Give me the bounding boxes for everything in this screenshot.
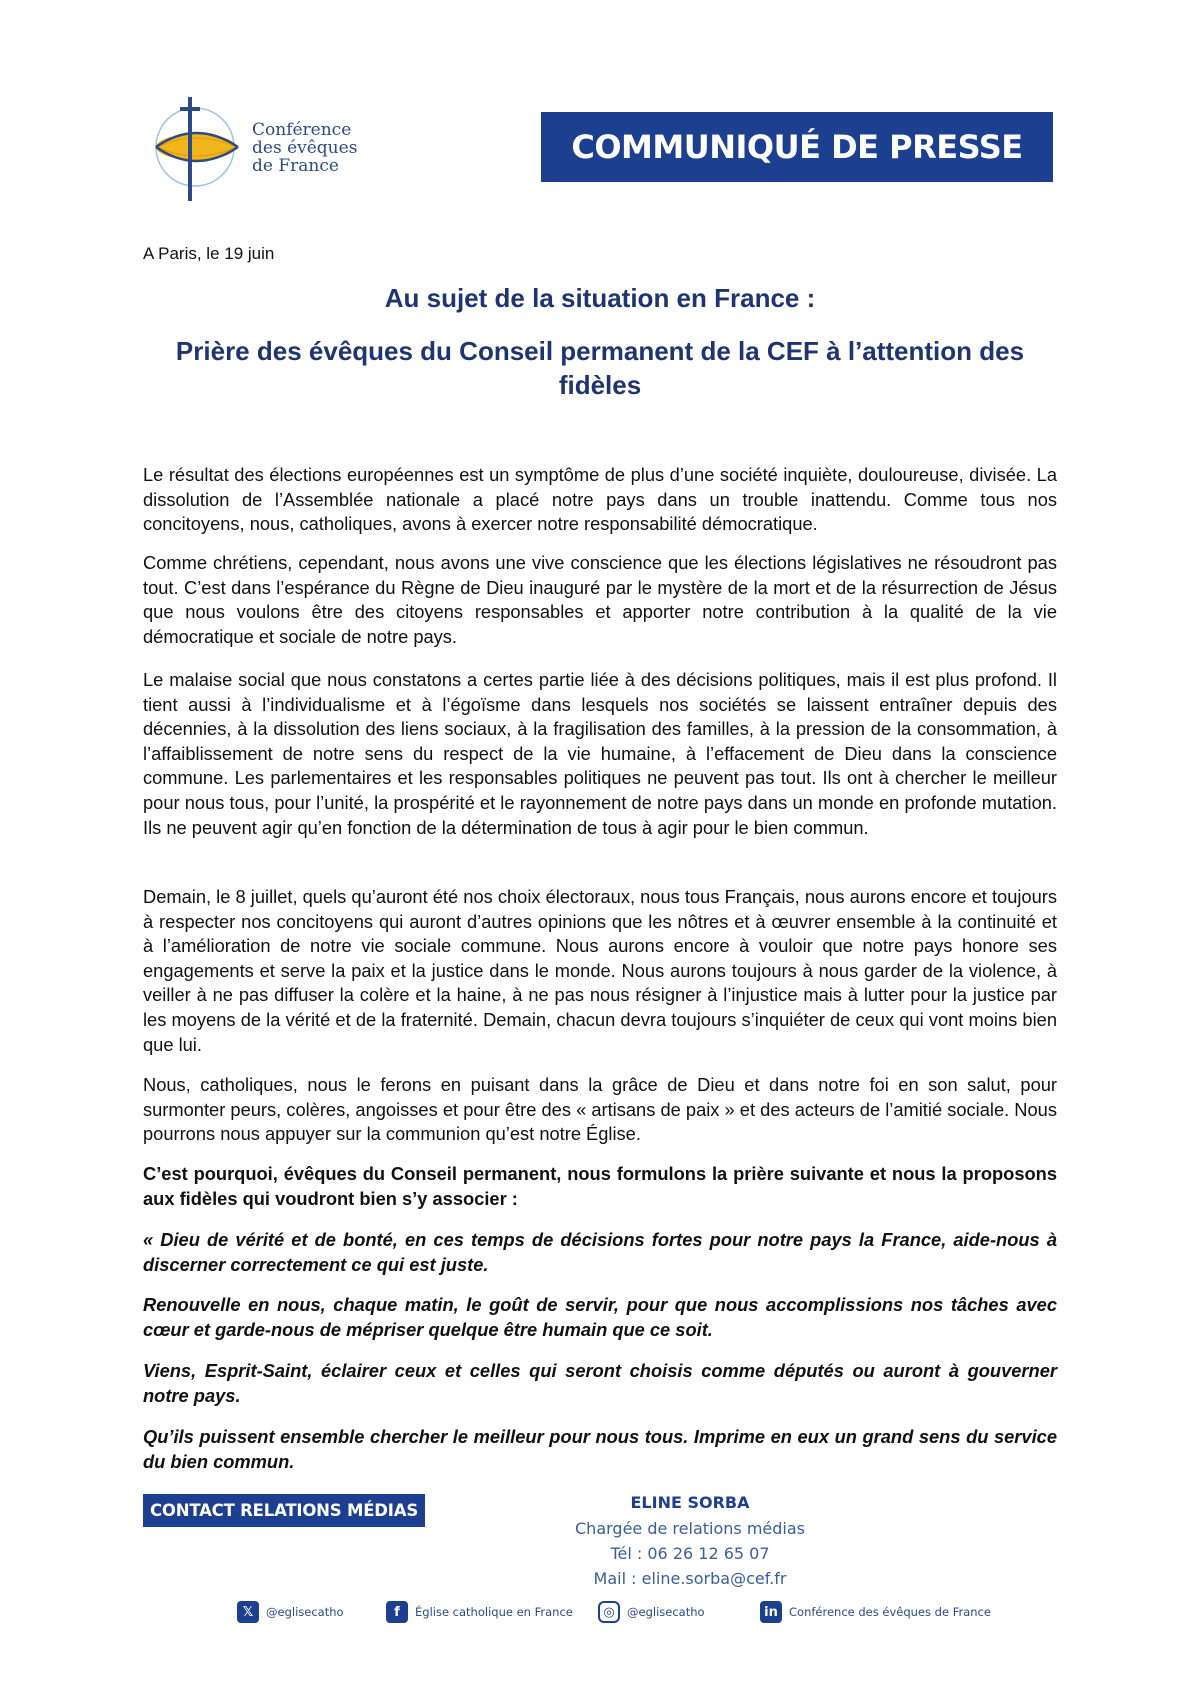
paragraph-1: Le résultat des élections européennes est un symptôme de plus d’une société inquiète, douloureuse, divisée. La dissolution de l’Assemblée nationale a placé notre pays dans un trouble inattendu. Comme tous nos concitoyens, nous, catholiques, avons à exercer notre responsabilité démocratique. <box>143 464 1057 535</box>
facebook-icon: f <box>386 1601 408 1623</box>
title-line-2: Prière des évêques du Conseil permanent de la CEF à l’attention des fidèles <box>175 336 1025 400</box>
social-label: Conférence des évêques de France <box>789 1605 991 1619</box>
paragraph-3: Le malaise social que nous constatons a certes partie liée à des décisions politiques, mais il est plus profond. Il tient aussi à l’individualisme et à l’égoïsme dans lesquels nos sociétés se laissent entraîner depuis des décennies, à la dissolution des liens sociaux, à la fragilisation des familles, à la pression de la consommation, à l’affaiblissement de notre sens du respect de la vie humaine, à l’effacement de Dieu dans la conscience commune. Les parlementaires et les responsables politiques ne peuvent pas tout. Ils ont à chercher le meilleur pour nous tous, pour l’unité, la prospérité et le rayonnement de notre pays dans un monde en profonde mutation. Ils ne peuvent agir qu’en fonction de la détermination de tous à agir pour le bien commun. <box>143 669 1057 838</box>
contact-email[interactable]: Mail : eline.sorba@cef.fr <box>593 1569 787 1588</box>
linkedin-icon: in <box>760 1601 782 1623</box>
contact-name: ELINE SORBA <box>630 1493 750 1512</box>
social-instagram[interactable] <box>598 1600 705 1624</box>
instagram-icon: ◎ <box>598 1601 620 1623</box>
prayer-stanza-4: Qu’ils puissent ensemble chercher le meilleur pour nous tous. Imprime en eux un grand sens du service du bien commun. <box>143 1426 1057 1472</box>
social-linkedin[interactable] <box>760 1600 991 1624</box>
social-label: Église catholique en France <box>415 1605 573 1619</box>
paragraph-2: Comme chrétiens, cependant, nous avons une vive conscience que les élections législatives ne résoudront pas tout. C’est dans l’espérance du Règne de Dieu inauguré par le mystère de la mort et de la résurrection de Jésus que nous voulons être des citoyens responsables et apporter notre contribution à la qualité de la vie démocratique et sociale de notre pays. <box>143 552 1057 647</box>
title-line-1: Au sujet de la situation en France : <box>384 283 816 313</box>
prayer-intro: C’est pourquoi, évêques du Conseil permanent, nous formulons la prière suivante et nous la proposons aux fidèles qui voudront bien s’y associer : <box>143 1163 1057 1209</box>
social-facebook[interactable] <box>386 1600 573 1624</box>
press-release-banner: COMMUNIQUÉ DE PRESSE <box>541 112 1053 182</box>
contact-phone[interactable]: Tél : 06 26 12 65 07 <box>610 1544 770 1563</box>
paragraph-4: Demain, le 8 juillet, quels qu’auront été nos choix électoraux, nous tous Français, nous aurons encore et toujours à respecter nos concitoyens qui auront d’autres opinions que les nôtres et à œuvrer ensemble à la continuité et à l’amélioration de notre vie sociale commune. Nous aurons encore à vouloir que notre pays honore ses engagements et serve la paix et la justice dans le monde. Nous aurons toujours à nous garder de la violence, à veiller à ne pas diffuser la colère et la haine, à ne pas nous résigner à l’injustice mais à lutter pour la justice par les moyens de la vérité et de la fraternité. Demain, chacun devra toujours s’inquiéter de ceux qui vont moins bien que lui. <box>143 886 1057 1055</box>
social-label: @eglisecatho <box>266 1605 344 1619</box>
prayer-stanza-1: « Dieu de vérité et de bonté, en ces temps de décisions fortes pour notre pays la France, aide-nous à discerner correctement ce qui est juste. <box>143 1229 1057 1275</box>
prayer-stanza-2: Renouvelle en nous, chaque matin, le goût de servir, pour que nous accomplissions nos tâches avec cœur et garde-nous de mépriser quelque être humain que ce soit. <box>143 1294 1057 1340</box>
contact-details <box>560 1490 820 1591</box>
cross-fish-emblem-icon <box>150 95 250 205</box>
date-line: A Paris, le 19 juin <box>143 244 275 263</box>
social-label: @eglisecatho <box>627 1605 705 1619</box>
logo-wordmark: Conférence des évêques de France <box>252 120 358 176</box>
x-icon: 𝕏 <box>237 1601 259 1623</box>
paragraph-5: Nous, catholiques, nous le ferons en puisant dans la grâce de Dieu et dans notre foi en son salut, pour surmonter peurs, colères, angoisses et pour être des « artisans de paix » et des acteurs de l’amitié sociale. Nous pourrons nous appuyer sur la communion qu’est notre Église. <box>143 1074 1057 1145</box>
contact-banner: CONTACT RELATIONS MÉDIAS <box>143 1494 425 1527</box>
contact-role: Chargée de relations médias <box>575 1519 805 1538</box>
social-x[interactable] <box>237 1600 344 1624</box>
prayer-stanza-3: Viens, Esprit-Saint, éclairer ceux et celles qui seront choisis comme députés ou auront à gouverner notre pays. <box>143 1360 1057 1406</box>
cef-logo <box>150 95 390 205</box>
